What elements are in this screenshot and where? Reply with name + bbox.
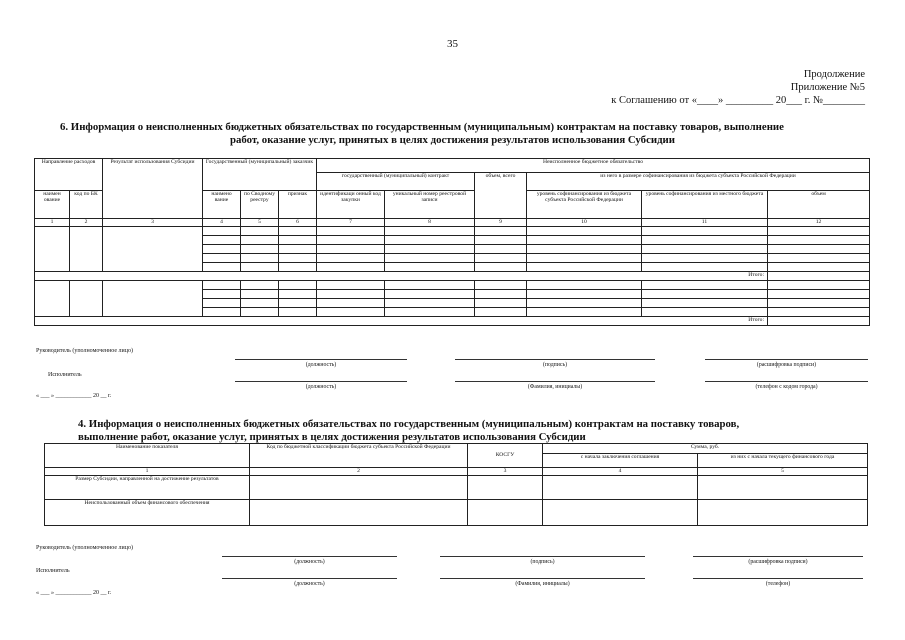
- header-volume-total: объем, всего: [475, 173, 527, 219]
- header-code: Код по бюджетной классификации бюджета субъекта Российской Федерации: [250, 444, 468, 468]
- col-num: 7: [317, 219, 385, 227]
- header-ident-code: идентификаци онный код закупки: [317, 191, 385, 219]
- total-label: Итого:: [35, 317, 768, 326]
- col-num: 1: [35, 219, 70, 227]
- col-num: 2: [250, 468, 468, 476]
- appendix-label: Приложение №5: [790, 82, 865, 93]
- total-row: [35, 272, 870, 281]
- position-caption: (должность): [294, 559, 325, 565]
- header-name: наимен ование: [35, 191, 70, 219]
- total-row: [35, 317, 870, 326]
- table-row: [35, 227, 870, 236]
- col-num: 4: [543, 468, 698, 476]
- decoding-caption: (расшифровка подписи): [756, 362, 817, 368]
- header-sum: Сумма, руб.: [543, 444, 868, 454]
- col-num: 3: [103, 219, 203, 227]
- phone-caption: (телефон): [765, 581, 791, 587]
- header-customer: Государственный (муниципальный) заказчик: [203, 159, 317, 191]
- full-name-caption: (Фамилия, инициалы): [527, 384, 583, 390]
- header-sign: признак: [279, 191, 317, 219]
- header-current-year: из них с начала текущего финансового года: [698, 454, 868, 468]
- col-num: 2: [70, 219, 103, 227]
- section6-title-line1: 6. Информация о неисполненных бюджетных обязательствах по государственным (муниципальным) контрактам на поставку товаров, выполнение: [60, 121, 784, 133]
- continuation-label: Продолжение: [803, 69, 865, 80]
- agreement-reference: к Соглашению от «____» _________ 20___ г. №________: [611, 95, 865, 106]
- header-volume: объем: [768, 191, 870, 219]
- col-num: 9: [475, 219, 527, 227]
- col-num: 10: [527, 219, 642, 227]
- col-num: 8: [385, 219, 475, 227]
- date-line: « ___ » ____________ 20 __ г.: [36, 393, 112, 399]
- head-label: Руководитель (уполномоченное лицо): [36, 348, 133, 354]
- page-number: 35: [447, 38, 458, 50]
- col-num: 3: [468, 468, 543, 476]
- header-result: Результат использования Субсидии: [103, 159, 203, 219]
- row-unused-volume: Неиспользованный объем финансового обеспечения: [45, 500, 250, 526]
- col-num: 1: [45, 468, 250, 476]
- header-unfulfilled: Неисполненное бюджетное обязательство: [317, 159, 870, 173]
- section4-table: [44, 443, 868, 526]
- section4-title-line2: выполнение работ, оказание услуг, принятых в целях достижения результатов использования Субсидии: [78, 431, 586, 443]
- phone-caption: (телефон с кодом города): [755, 384, 818, 390]
- section6-table: [34, 158, 870, 326]
- header-from-start: с начала заключения соглашения: [543, 454, 698, 468]
- signature-caption: (подпись): [542, 362, 568, 368]
- header-level-subject: уровень софинансирования из бюджета субъекта Российской Федерации: [527, 191, 642, 219]
- date-line: « ___ » ____________ 20 __ г.: [36, 590, 112, 596]
- header-kosgu: КОСГУ: [468, 444, 543, 468]
- header-indicator: Наименование показателя: [45, 444, 250, 468]
- position-caption: (должность): [305, 362, 337, 368]
- header-contract: государственный (муниципальный) контракт: [317, 173, 475, 191]
- col-num: 6: [279, 219, 317, 227]
- position-caption: (должность): [294, 581, 325, 587]
- position-caption: (должность): [305, 384, 337, 390]
- table-row: [45, 476, 868, 500]
- signature-caption: (подпись): [530, 559, 555, 565]
- executor-label: Исполнитель: [36, 568, 70, 574]
- row-subsidy-size: Размер Субсидии, направленной на достижение результатов: [45, 476, 250, 500]
- col-num: 5: [241, 219, 279, 227]
- header-level-local: уровень софинансирования из местного бюджета: [642, 191, 768, 219]
- header-code-bk: код по БК: [70, 191, 103, 219]
- section6-title-line2: работ, оказание услуг, принятых в целях достижения результатов использования Субсидии: [230, 134, 675, 146]
- header-by-registry: по Сводному реестру: [241, 191, 279, 219]
- decoding-caption: (расшифровка подписи): [748, 559, 808, 565]
- col-num: 5: [698, 468, 868, 476]
- header-direction: Направление расходов: [35, 159, 103, 191]
- header-cofinancing: из него в размере софинансирования из бюджета субъекта Российской Федерации: [527, 173, 870, 191]
- total-label: Итого:: [35, 272, 768, 281]
- col-num: 4: [203, 219, 241, 227]
- executor-label: Исполнитель: [48, 372, 82, 378]
- header-customer-name: наимено вание: [203, 191, 241, 219]
- section4-title-line1: 4. Информация о неисполненных бюджетных обязательствах по государственным (муниципальным) контрактам на поставку товаров,: [78, 418, 740, 430]
- full-name-caption: (Фамилия, инициалы): [515, 581, 570, 587]
- table-row: [35, 281, 870, 290]
- head-label: Руководитель (уполномоченное лицо): [36, 545, 133, 551]
- table-row: [45, 500, 868, 526]
- col-num: 11: [642, 219, 768, 227]
- col-num: 12: [768, 219, 870, 227]
- header-reg-number: уникальный номер реестровой записи: [385, 191, 475, 219]
